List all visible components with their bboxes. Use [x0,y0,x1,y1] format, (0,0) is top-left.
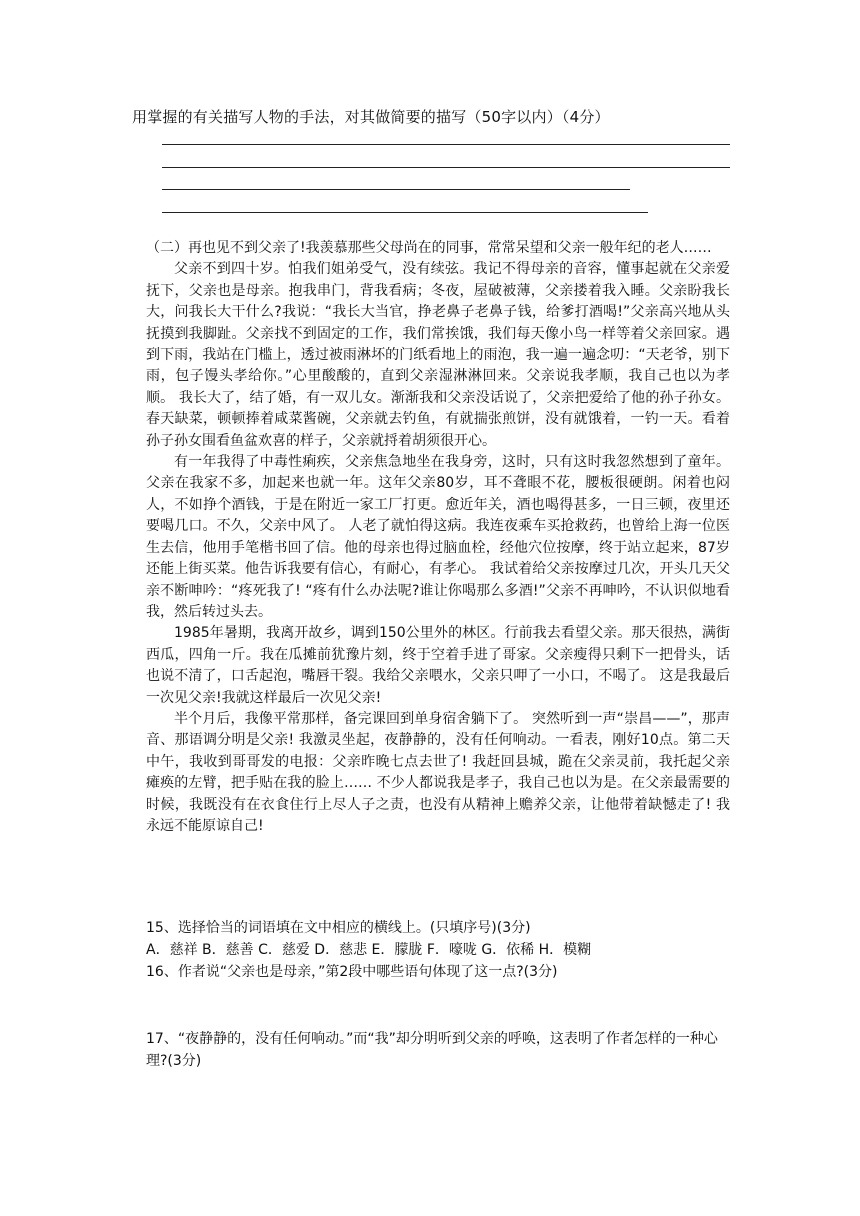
answer-instruction: 用掌握的有关描写人物的手法，对其做简要的描写（50字以内）（4分） [132,108,610,126]
question-15-options: A．慈祥 B．慈善 C．慈爱 D．慈悲 E．朦胧 F．嚎咙 G．依稀 H．模糊 [146,942,592,958]
passage-paragraph: 1985年暑期，我离开故乡，调到150公里外的林区。行前我去看望父亲。那天很热，满街西瓜，四角一斤。我在瓜摊前犹豫片刻，终于空着手进了哥家。父亲瘦得只剩下一把骨头，话也说不清了，口舌起泡，嘴唇干裂。我给父亲喂水，父亲只呷了一小口，不喝了。 这是我最后一次见父亲!我就这样最后一次见父亲! [146,625,730,706]
answer-line[interactable] [162,212,648,213]
answer-line[interactable] [162,144,730,145]
answer-line[interactable] [162,167,730,168]
passage-paragraph: 有一年我得了中毒性痢疾，父亲焦急地坐在我身旁，这时，只有这时我忽然想到了童年。 父亲在我家不多，加起来也就一年。这年父亲80岁，耳不聋眼不花，腰板很硬朗。闲着也闷人，不如挣个酒钱，于是在附近一家工厂打更。愈近年关，酒也喝得甚多，一日三顿，夜里还要喝几口。不久，父亲中风了。 人老了就怕得这病。我连夜乘车买抢救药，也曾给上海一位医生去信，他用手笔楷书回了信。他的母亲也得过脑血栓，经他穴位按摩，终于站立起来，87岁还能上街买菜。他告诉我要有信心，有耐心，有孝心。 我试着给父亲按摩过几次，开头几天父亲不断呻吟：“疼死我了! “疼有什么办法呢?谁让你喝那么多酒!”父亲不再呻吟，不认识似地看我，然后转过头去。 [146,454,730,620]
passage-paragraph: 父亲不到四十岁。怕我们姐弟受气，没有续弦。我记不得母亲的音容，懂事起就在父亲爱抚下，父亲也是母亲。抱我串门，背我看病；冬夜，屋破被薄，父亲搂着我入睡。父亲盼我长大，问我长大干什么?我说：“我长大当官，挣老鼻子老鼻子钱，给爹打酒喝!”父亲高兴地从头抚摸到我脚趾。父亲找不到固定的工作，我们常挨饿，我们每天像小鸟一样等着父亲回家。遇到下雨，我站在门槛上，透过被雨淋坏的门纸看地上的雨泡，我一遍一遍念叨：“天老爷，别下雨，包子馒头孝给你。”心里酸酸的，直到父亲湿淋淋回来。父亲说我孝顺，我自己也以为孝顺。 我长大了，结了婚，有一双儿女。渐渐我和父亲没话说了，父亲把爱给了他的孙子孙女。春天缺菜，顿顿捧着咸菜酱碗，父亲就去钓鱼，有就揣张煎饼，没有就饿着，一钓一天。看着孙子孙女围看鱼盆欢喜的样子，父亲就捋着胡须很开心。 [146,261,730,449]
reading-passage [146,238,730,837]
passage-paragraph: 半个月后，我像平常那样，备完课回到单身宿舍躺下了。 突然听到一声“崇昌——”，那声音、那语调分明是父亲! 我激灵坐起，夜静静的，没有任何响动。一看表，刚好10点。第二天中午，我收到哥哥发的电报：父亲昨晚七点去世了! 我赶回县城，跪在父亲灵前，我托起父亲瘫痪的左臂，把手贴在我的脸上…… 不少人都说我是孝子，我自己也以为是。在父亲最需要的时候，我既没有在衣食住行上尽人子之责，也没有从精神上赡养父亲，让他带着缺憾走了! 我永远不能原谅自己! [146,710,730,834]
question-15: 15、选择恰当的词语填在文中相应的横线上。(只填序号)(3分) [146,920,531,936]
passage-intro: （二）再也见不到父亲了!我羡慕那些父母尚在的同事，常常呆望和父亲一般年纪的老人…… [146,240,712,256]
question-17: 17、“夜静静的，没有任何响动。”而“我”却分明听到父亲的呼唤，这表明了作者怎样的一种心理?(3分) [146,1031,718,1069]
answer-line[interactable] [162,189,630,190]
question-16: 16、作者说“父亲也是母亲，”第2段中哪些语句体现了这一点?(3分) [146,964,558,980]
